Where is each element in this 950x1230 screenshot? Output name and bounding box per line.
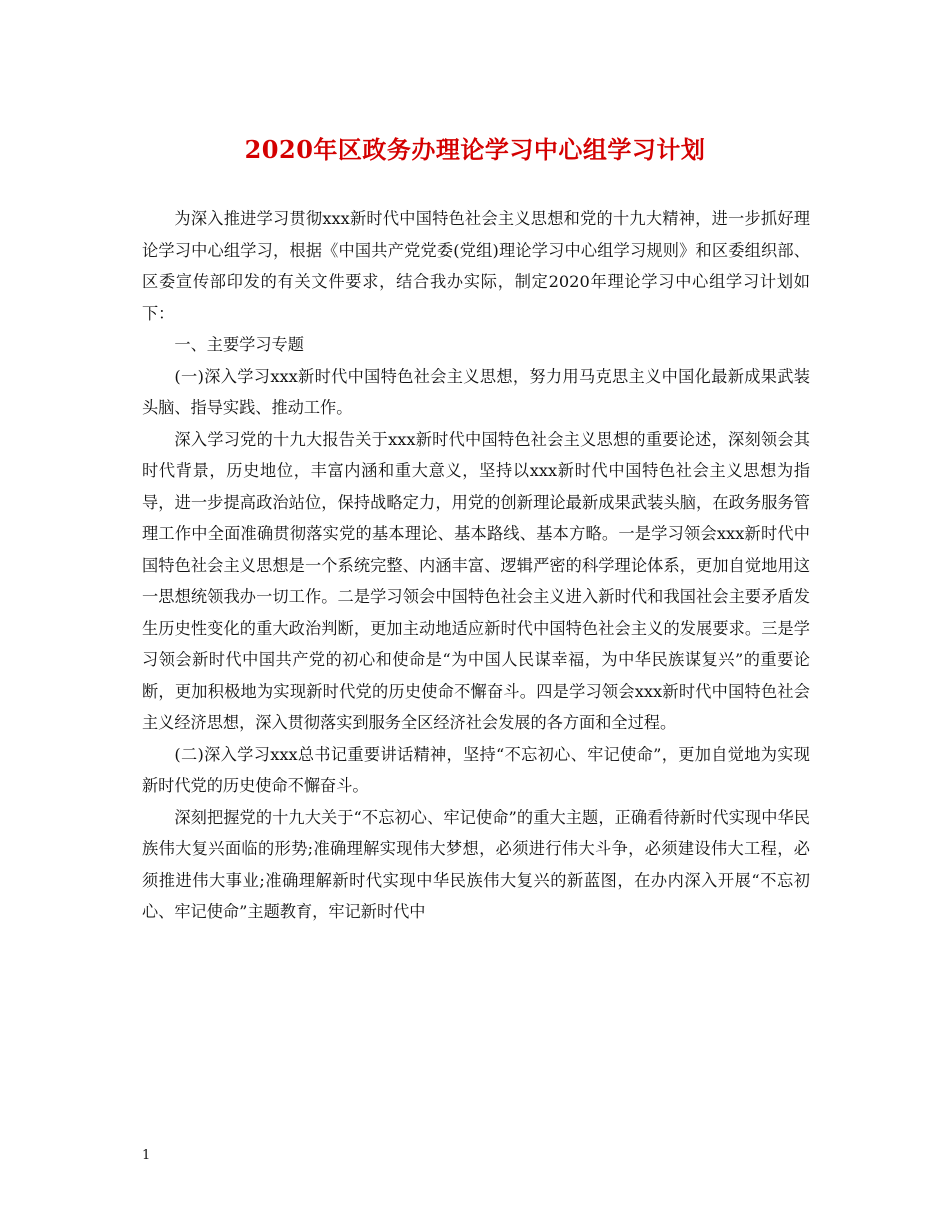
document-body <box>142 203 810 928</box>
subsection-heading-2: (二)深入学习xxx总书记重要讲话精神，坚持“不忘初心、牢记使命”，更加自觉地为实现新时代党的历史使命不懈奋斗。 <box>142 744 810 795</box>
paragraph-topic-1-detail: 深入学习党的十九大报告关于xxx新时代中国特色社会主义思想的重要论述，深刻领会其时代背景，历史地位，丰富内涵和重大意义，坚持以xxx新时代中国特色社会主义思想为指导，进一步提高政治站位，保持战略定力，用党的创新理论最新成果武装头脑，在政务服务管理工作中全面准确贯彻落实党的基本理论、基本路线、基本方略。一是学习领会xxx新时代中国特色社会主义思想是一个系统完整、内涵丰富、逻辑严密的科学理论体系，更加自觉地用这一思想统领我办一切工作。二是学习领会中国特色社会主义进入新时代和我国社会主要矛盾发生历史性变化的重大政治判断，更加主动地适应新时代中国特色社会主义的发展要求。三是学习领会新时代中国共产党的初心和使命是“为中国人民谋幸福，为中华民族谋复兴”的重要论断，更加积极地为实现新时代党的历史使命不懈奋斗。四是学习领会xxx新时代中国特色社会主义经济思想，深入贯彻落实到服务全区经济社会发展的各方面和全过程。 <box>142 429 810 732</box>
section-heading-main-topics: 一、主要学习专题 <box>174 335 304 354</box>
page-number: 1 <box>142 1148 151 1163</box>
paragraph-topic-2-detail: 深刻把握党的十九大关于“不忘初心、牢记使命”的重大主题，正确看待新时代实现中华民族伟大复兴面临的形势;准确理解实现伟大梦想，必须进行伟大斗争，必须建设伟大工程，必须推进伟大事业;准确理解新时代实现中华民族伟大复兴的新蓝图，在办内深入开展“不忘初心、牢记使命”主题教育，牢记新时代中 <box>142 807 810 921</box>
document-title: 2020年区政务办理论学习中心组学习计划 <box>244 135 706 164</box>
subsection-heading-1: (一)深入学习xxx新时代中国特色社会主义思想，努力用马克思主义中国化最新成果武装头脑、指导实践、推动工作。 <box>142 366 810 417</box>
paragraph-intro: 为深入推进学习贯彻xxx新时代中国特色社会主义思想和党的十九大精神，进一步抓好理论学习中心组学习，根据《中国共产党党委(党组)理论学习中心组学习规则》和区委组织部、区委宣传部印发的有关文件要求，结合我办实际，制定2020年理论学习中心组学习计划如下： <box>142 209 810 323</box>
